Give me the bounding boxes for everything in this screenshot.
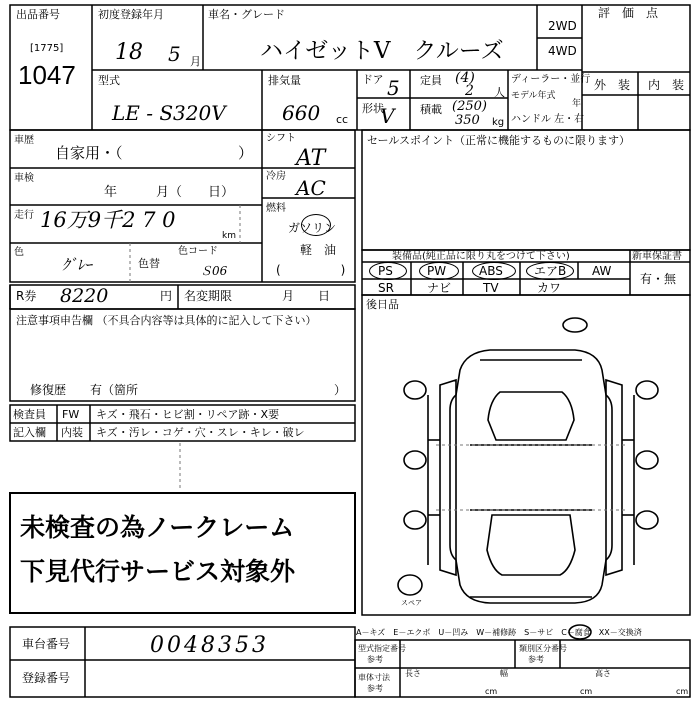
- equip-ps: PS: [378, 264, 393, 278]
- recycle-label: R券: [16, 289, 37, 303]
- seats-value-top: (4): [455, 70, 475, 86]
- mileage-label: 走行: [14, 210, 34, 221]
- fuel-paren: ( ): [276, 263, 346, 277]
- class-reference: 参考: [528, 655, 544, 664]
- name-change-label: 名変期限: [184, 289, 233, 303]
- color-label: 色: [14, 247, 24, 258]
- fuel-diesel: 軽 油: [300, 243, 337, 257]
- class-label: 類別区分番号: [519, 644, 567, 653]
- inspection-value: 年 月（ 日）: [104, 185, 235, 200]
- equip-abs: ABS: [479, 264, 503, 278]
- notice-line-1: 未検査の為ノークレーム: [20, 513, 295, 542]
- interior-row-label: 内装: [61, 426, 83, 439]
- chassis-label: 車台番号: [22, 637, 71, 651]
- warranty-label: 新車保証書: [632, 251, 682, 262]
- displacement-label: 排気量: [268, 74, 301, 87]
- equip-aw: AW: [592, 264, 612, 278]
- first-registration-label: 初度登録年月: [98, 8, 164, 21]
- ac-label: 冷房: [266, 171, 286, 182]
- spare-label: スペア: [401, 599, 422, 607]
- shift-value: AT: [296, 146, 326, 171]
- dealer-label: ディーラー・並行: [511, 74, 591, 85]
- repair-history-close: ）: [334, 383, 347, 397]
- dims-label: 車体寸法: [358, 673, 390, 682]
- chassis-value: 0048353: [150, 633, 269, 658]
- model-year-label: モデル年式: [511, 91, 556, 101]
- ac-value: AC: [296, 176, 326, 200]
- height-label: 高さ: [595, 669, 611, 678]
- color-value: ｸﾞﾚｰ: [62, 256, 93, 274]
- kg-unit: kg: [492, 117, 505, 128]
- equip-airbag: エアB: [534, 264, 567, 278]
- fuel-label: 燃料: [266, 203, 286, 214]
- name-change-value: 月 日: [282, 289, 331, 303]
- equip-leather: カワ: [537, 281, 562, 295]
- history-label: 車歴: [14, 135, 34, 146]
- inspector-label-1: 検査員: [13, 408, 46, 421]
- selling-points-label: セールスポイント（正常に機能するものに限ります）: [367, 134, 631, 147]
- lot-code: [1775]: [30, 43, 64, 54]
- first-registration-month: 5: [168, 42, 181, 66]
- damage-legend: A－キズ E－エクボ U－凹み W－補修跡 S－サビ C－腐食 XX－交換済: [356, 628, 642, 637]
- doors-label: ドア: [362, 73, 384, 86]
- equip-tv: TV: [483, 281, 499, 295]
- width-label: 幅: [500, 669, 508, 678]
- handle-label: ハンドル 左・右: [511, 114, 585, 125]
- spec-cert-label: 型式指定番号: [358, 644, 406, 653]
- warranty-value: 有・無: [640, 272, 677, 286]
- drive-4wd: 4WD: [548, 44, 577, 58]
- interior-label: 内 装: [648, 78, 685, 92]
- mileage-value: 16万9千2 7 0: [40, 208, 176, 232]
- load-label: 積載: [420, 103, 442, 116]
- equip-navi: ナビ: [427, 281, 452, 295]
- dims-reference: 参考: [367, 684, 383, 693]
- notes-label: 注意事項申告欄 （不具合内容等は具体的に記入して下さい）: [16, 314, 317, 327]
- lot-label: 出品番号: [16, 8, 60, 21]
- seats-value: 2: [465, 83, 474, 99]
- rating-label: 評 価 点: [598, 6, 659, 20]
- inspector-label-2: 記入欄: [13, 426, 46, 439]
- yen-unit: 円: [160, 289, 173, 303]
- shift-label: シフト: [266, 133, 296, 144]
- km-unit: km: [222, 231, 236, 241]
- history-value: 自家用・（: [55, 144, 123, 162]
- car-name-value: ハイゼットV クルーズ: [260, 38, 504, 64]
- doors-value: 5: [387, 76, 400, 100]
- fw-label: FW: [62, 408, 80, 421]
- history-close: ）: [238, 144, 254, 162]
- year-unit: 年: [572, 99, 582, 109]
- repair-history-label: 修復歴 有（箇所: [30, 383, 139, 397]
- color-code-value: Ｓ06: [200, 264, 228, 278]
- first-registration-year: 18: [115, 40, 143, 65]
- shape-label: 形状: [362, 102, 384, 115]
- recycle-value: 8220: [60, 285, 109, 307]
- drive-2wd: 2WD: [548, 19, 577, 33]
- month-unit: 月: [190, 55, 201, 68]
- shape-value: V: [380, 104, 395, 128]
- displacement-value: 660: [282, 101, 321, 125]
- load-value: 350: [455, 113, 480, 128]
- load-value-top: (250): [452, 99, 487, 114]
- fuel-gas: ガソリン: [288, 221, 337, 235]
- exterior-label: 外 装: [594, 78, 631, 92]
- model-label: 型式: [98, 74, 120, 87]
- seats-label: 定員: [420, 74, 442, 87]
- lot-number: 1047: [18, 60, 76, 90]
- equip-sr: SR: [378, 281, 394, 295]
- fw-text: キズ・飛石・ヒビ割・リペア跡・X要: [96, 408, 280, 421]
- interior-row-text: キズ・汚レ・コゲ・穴・スレ・キレ・破レ: [96, 426, 305, 439]
- height-unit: cm: [676, 687, 689, 696]
- notice-line-2: 下見代行サービス対象外: [20, 557, 296, 586]
- length-label: 長さ: [405, 669, 421, 678]
- width-unit: cm: [580, 687, 593, 696]
- model-value: LE - S320V: [112, 101, 226, 125]
- color-code-label: 色コード: [178, 246, 218, 257]
- registration-label: 登録番号: [22, 671, 71, 685]
- equipment-label: 装備品(純正品に限り丸をつけて下さい): [392, 251, 570, 262]
- equip-pw: PW: [427, 264, 447, 278]
- color-change-label: 色替: [138, 257, 160, 270]
- displacement-unit: cc: [336, 113, 349, 126]
- post-items-label: 後日品: [366, 298, 399, 311]
- inspection-label: 車検: [14, 173, 34, 184]
- length-unit: cm: [485, 687, 498, 696]
- car-name-label: 車名・グレード: [208, 8, 285, 21]
- spec-cert-reference: 参考: [367, 655, 383, 664]
- person-unit: 人: [494, 86, 505, 99]
